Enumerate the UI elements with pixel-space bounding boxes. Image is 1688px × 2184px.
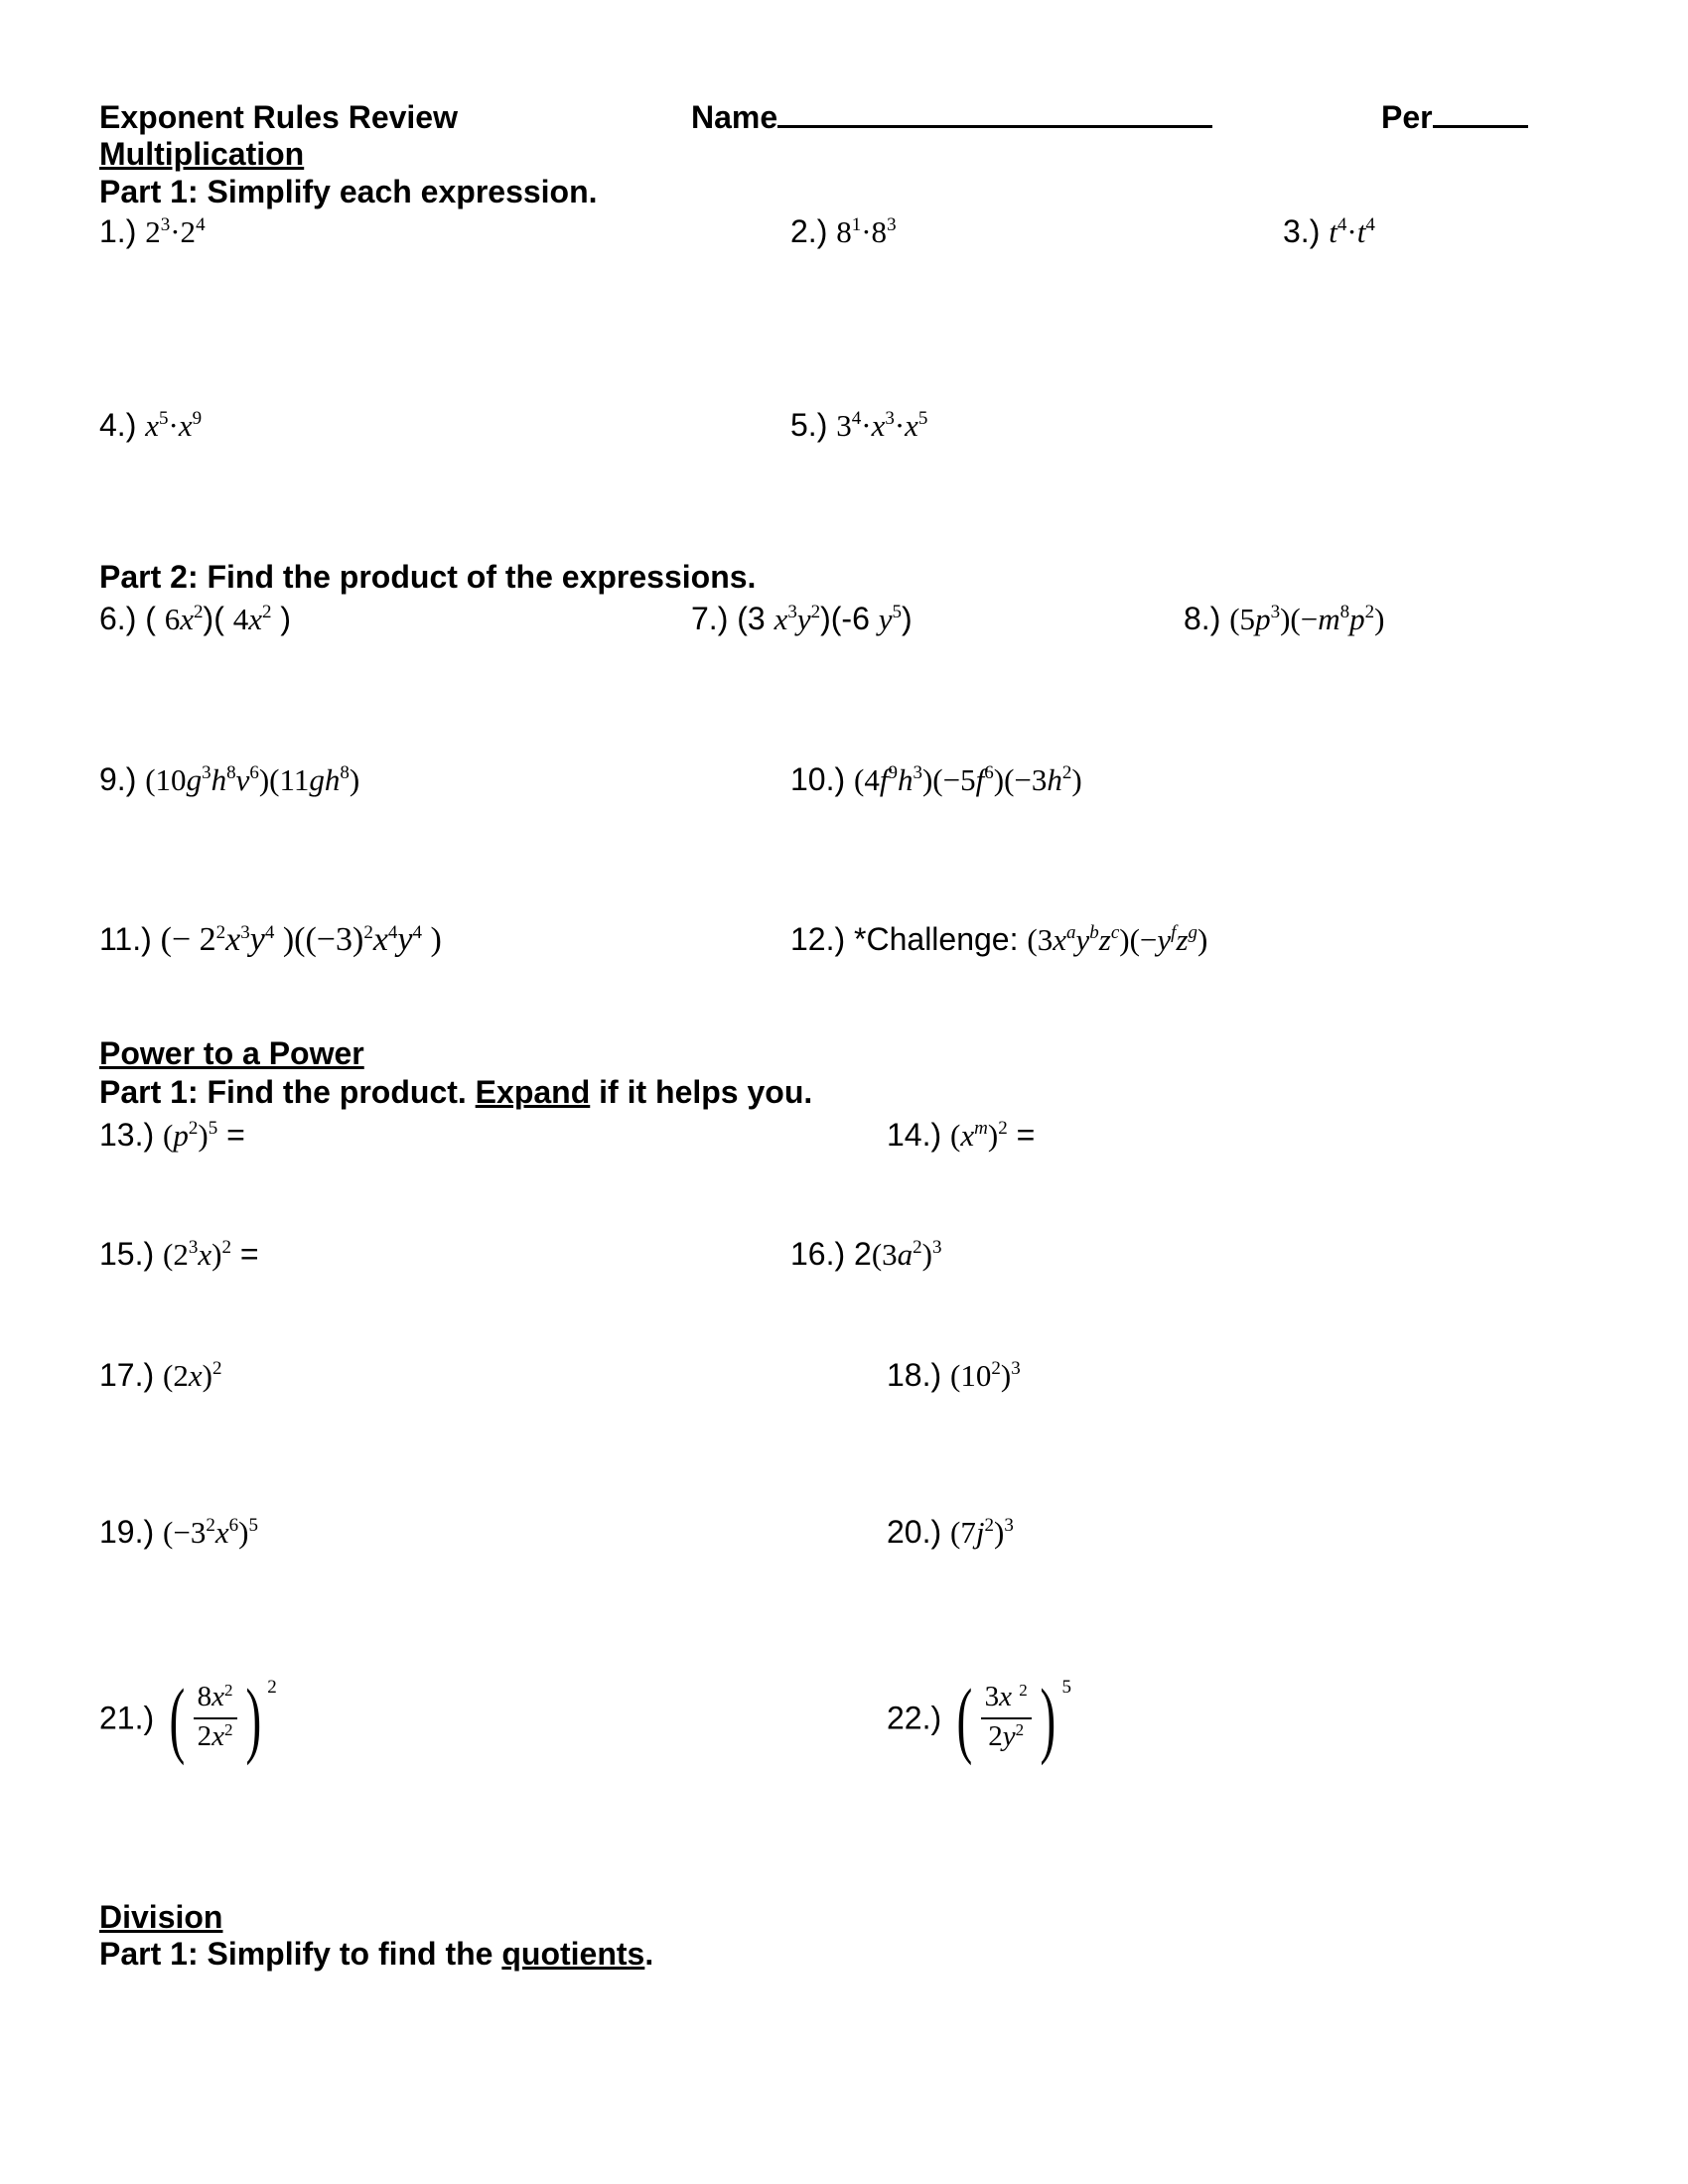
- section-heading-multiplication: Multiplication: [99, 136, 305, 172]
- worksheet-title: Exponent Rules Review: [99, 99, 458, 135]
- problem-17: 17.) $(2x)^2$: [99, 1357, 222, 1393]
- problem-19: 19.) $(-3^2x^6)^5$: [99, 1514, 258, 1550]
- problem-4: 4.) $x^5\cdot x^9$: [99, 407, 203, 443]
- problem-14: 14.) $(x^m)^2$ =: [887, 1117, 1036, 1153]
- problem-6: 6.) ( $6x^2$)( $4x^2$ ): [99, 601, 292, 636]
- power-part1-instruction: Part 1: Find the product. Expand if it helps you.: [99, 1074, 813, 1110]
- name-blank[interactable]: [777, 125, 1212, 128]
- period-blank[interactable]: [1433, 125, 1528, 128]
- problem-9: 9.) $(10g^3h^8v^6)(11gh^8)$: [99, 761, 360, 797]
- section-heading-power-to-a-power: Power to a Power: [99, 1035, 364, 1071]
- period-field[interactable]: [1381, 99, 1528, 135]
- problem-2: 2.) $8^1\cdot 8^3$: [790, 213, 897, 249]
- name-field[interactable]: [691, 99, 1212, 135]
- division-part1-instruction: Part 1: Simplify to find the quotients.: [99, 1936, 654, 1972]
- expand-word: Expand: [475, 1074, 591, 1110]
- multiplication-part1-instruction: Part 1: Simplify each expression.: [99, 174, 598, 209]
- problem-15: 15.) $(2^3x)^2$ =: [99, 1236, 259, 1272]
- problem-21: 21.) ( $\frac{8x^2}{2x^2}$ ) $^2$: [99, 1670, 277, 1766]
- problem-5: 5.) $3^4\cdot x^3\cdot x^5$: [790, 407, 928, 443]
- problem-10: 10.) $(4f^9h^3)(-5f^6)(-3h^2)$: [790, 761, 1082, 797]
- quotients-word: quotients: [501, 1936, 645, 1972]
- problem-3: 3.) $t^4\cdot t^4$: [1283, 213, 1375, 249]
- problem-1: 1.) $2^3\cdot 2^4$: [99, 213, 206, 249]
- problem-12: 12.) *Challenge: $(3x^ay^bz^c)(-y^fz^g)$: [790, 921, 1208, 957]
- problem-18: 18.) $(10^2)^3$: [887, 1357, 1021, 1393]
- period-label: Per: [1381, 99, 1433, 135]
- problem-11: 11.) (− $2^2x^3y^4$ )($(-3)^2x^4y^4$ ): [99, 921, 442, 958]
- problem-20: 20.) $(7j^2)^3$: [887, 1514, 1014, 1550]
- problem-13: 13.) $(p^2)^5$ =: [99, 1117, 245, 1153]
- problem-7: 7.) (3 $x^3y^2)(-6$ $y^5$): [691, 601, 913, 636]
- problem-22: 22.) ( $\frac{3x ^2}{2y^2}$ ) $^5$: [887, 1670, 1071, 1766]
- section-heading-division: Division: [99, 1899, 223, 1935]
- multiplication-part2-instruction: Part 2: Find the product of the expressions.: [99, 559, 757, 595]
- problem-8: 8.) $(5p^3)(-m^8p^2)$: [1184, 601, 1385, 636]
- name-label: Name: [691, 99, 778, 135]
- problem-16: 16.) $2(3a^2)^3$: [790, 1236, 942, 1272]
